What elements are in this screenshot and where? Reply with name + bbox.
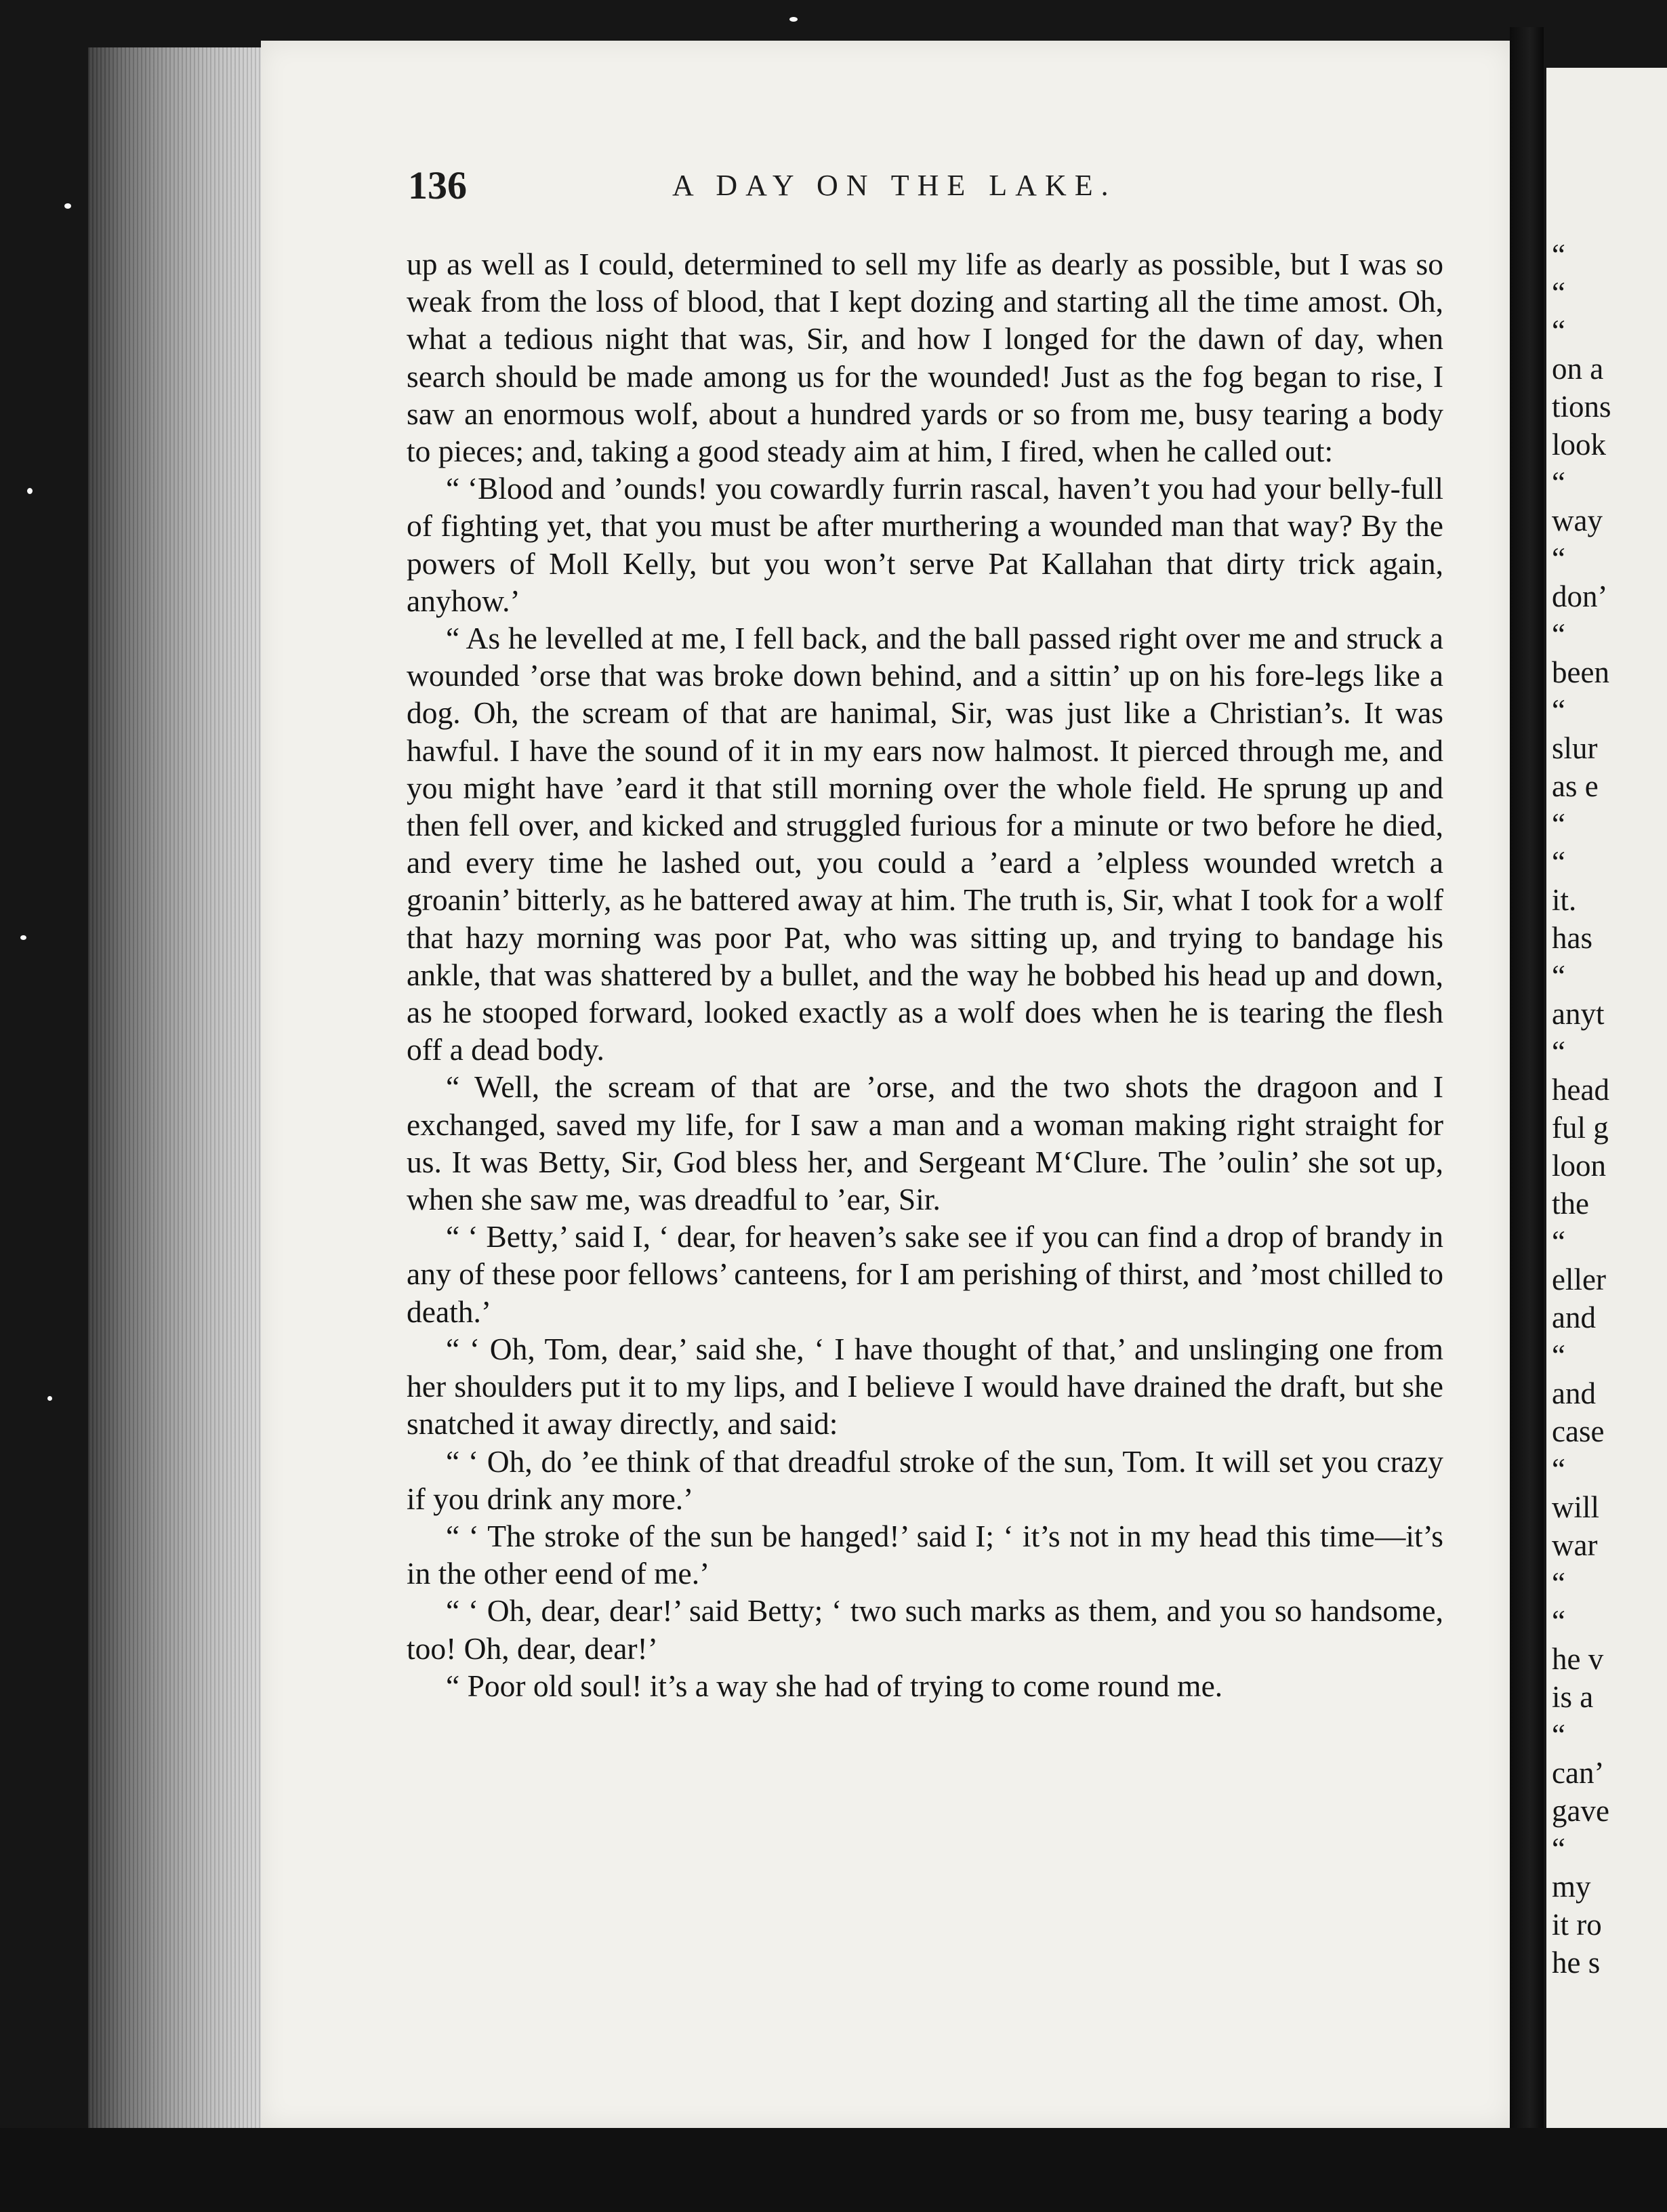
facing-page-fragment: gave	[1552, 1794, 1609, 1828]
facing-page-fragment: “	[1552, 1832, 1565, 1866]
scan-speck	[20, 935, 26, 940]
paragraph: “ ‘ Betty,’ said I, ‘ dear, for heaven’s sake see if you can find a drop of brandy in any of these poor fellows’ canteens, for I am perishing of thirst, and ’most chilled to death.’	[407, 1219, 1443, 1329]
facing-page-fragment: “	[1552, 1225, 1565, 1258]
paragraph: “ ‘Blood and ’ounds! you cowardly furrin rascal, haven’t you had your belly-full of fighting yet, that you must be after murthering a wounded man that way? By the powers of Moll Kelly, but you won’t serve Pat Kallahan that dirty trick again, anyhow.’	[407, 471, 1443, 618]
paragraph: “ ‘ Oh, do ’ee think of that dreadful stroke of the sun, Tom. It will set you crazy if you drink any more.’	[407, 1443, 1443, 1516]
book-gutter	[1510, 27, 1544, 2169]
book-page-edges	[88, 47, 264, 2135]
scan-speck	[27, 488, 33, 494]
facing-page-fragment: it.	[1552, 883, 1577, 917]
facing-page-fragment: way	[1552, 504, 1603, 537]
paragraph: “ Poor old soul! it’s a way she had of trying to come round me.	[446, 1668, 1223, 1703]
facing-page-fragment: anyt	[1552, 997, 1605, 1031]
facing-page-fragment: “	[1552, 693, 1565, 727]
facing-page-fragment: tions	[1552, 390, 1611, 424]
facing-page-fragment: and	[1552, 1300, 1596, 1334]
facing-page-fragment: look	[1552, 428, 1607, 462]
facing-page-fragment: on a	[1552, 352, 1604, 386]
paragraph: “ ‘ The stroke of the sun be hanged!’ said I; ‘ it’s not in my head this time—it’s in the other eend of me.’	[407, 1518, 1443, 1591]
running-title: A DAY ON THE LAKE.	[672, 169, 1117, 202]
scan-speck	[47, 1396, 52, 1401]
facing-page-fragment: been	[1552, 655, 1609, 689]
facing-page-fragment: “	[1552, 1338, 1565, 1372]
paragraph: up as well as I could, determined to sell my life as dearly as possible, but I was so weak from the loss of blood, that I kept dozing and starting all the time amost. Oh, what a tedious night that was, Sir, and how I longed for the dawn of day, when search should be made among us for the wounded! Just as the fog began to rise, I saw an enormous wolf, about a hundred yards or so from me, busy tearing a body to pieces; and, taking a good steady aim at him, I fired, when he called out:	[407, 247, 1443, 469]
facing-page-fragment: “	[1552, 276, 1565, 310]
facing-page-fragment: eller	[1552, 1263, 1606, 1296]
facing-page-fragment: “	[1552, 314, 1565, 348]
facing-page-fragment: “	[1552, 845, 1565, 879]
facing-page-fragment: has	[1552, 921, 1592, 955]
paragraph: “ ‘ Oh, dear, dear!’ said Betty; ‘ two such marks as them, and you so handsome, too! Oh, dear, dear!’	[407, 1593, 1443, 1666]
facing-page-fragment: case	[1552, 1414, 1605, 1448]
facing-page-fragment: it ro	[1552, 1908, 1602, 1942]
facing-page-fragment: and	[1552, 1376, 1596, 1410]
facing-page-fragment: war	[1552, 1528, 1598, 1562]
facing-page-fragment: “	[1552, 1566, 1565, 1600]
paragraph: “ As he levelled at me, I fell back, and the ball passed right over me and struck a wounded ’orse that was broke down behind, and a sittin’ up on his fore-legs like a dog. Oh, the scream of that are hanimal, Sir, was just like a Christian’s. It was hawful. I have the sound of it in my ears now halmost. It pierced through me, and you might have ’eard it that still morning over the whole field. He sprung up and then fell over, and kicked and struggled furious for a minute or two before he died, and every time he lashed out, you could a ’eard a ’elpless wounded wretch a groanin’ bitterly, as he battered away at him. The truth is, Sir, what I took for a wolf that hazy morning was poor Pat, who was sitting up, and trying to bandage his ankle, that was shattered by a bullet, and the way he bobbed his head up and down, as he stooped forward, looked exactly as a wolf does when he is tearing the flesh off a dead body.	[407, 621, 1443, 1067]
running-header	[408, 163, 1445, 210]
facing-page-fragment: “	[1552, 238, 1565, 272]
facing-page-fragment: is a	[1552, 1680, 1594, 1714]
facing-page-fragment: as e	[1552, 769, 1599, 803]
facing-page-fragment: can’	[1552, 1756, 1605, 1790]
facing-page-fragment: “	[1552, 1604, 1565, 1638]
facing-page-fragment: “	[1552, 541, 1565, 575]
facing-page-fragment: my	[1552, 1870, 1591, 1904]
paragraph: “ ‘ Oh, Tom, dear,’ said she, ‘ I have thought of that,’ and unslinging one from her shoulders put it to my lips, and I believe I would have drained the draft, but she snatched it away directly, and said:	[407, 1331, 1443, 1441]
facing-page-fragment: loon	[1552, 1149, 1607, 1183]
page-number: 136	[408, 163, 467, 207]
facing-page-fragment: he s	[1552, 1946, 1601, 1980]
facing-page-fragment: don’	[1552, 579, 1608, 613]
facing-page-fragment: “	[1552, 959, 1565, 993]
facing-page-fragment: head	[1552, 1073, 1609, 1107]
facing-page-fragment: “	[1552, 1718, 1565, 1752]
facing-page-fragment: ful g	[1552, 1111, 1609, 1145]
facing-page-fragment: “	[1552, 1035, 1565, 1069]
facing-page-fragment: “	[1552, 617, 1565, 651]
facing-page-fragment: “	[1552, 466, 1565, 499]
scan-speck	[64, 203, 71, 209]
facing-page-fragment: the	[1552, 1187, 1589, 1221]
facing-page-fragment: “	[1552, 1452, 1565, 1486]
scan-speck	[789, 17, 798, 22]
facing-page-fragment: he v	[1552, 1642, 1604, 1676]
facing-page-fragment: slur	[1552, 731, 1598, 765]
paragraph: “ Well, the scream of that are ’orse, and the two shots the dragoon and I exchanged, saved my life, for I saw a man and a woman making right straight for us. It was Betty, Sir, God bless her, and Sergeant M‘Clure. The ’oulin’ she sot up, when she saw me, was dreadful to ’ear, Sir.	[407, 1069, 1443, 1217]
facing-page-fragment: “	[1552, 807, 1565, 841]
facing-page-fragment: will	[1552, 1490, 1600, 1524]
body-text	[407, 245, 1443, 1704]
scan-bottom-border	[0, 2128, 1667, 2212]
